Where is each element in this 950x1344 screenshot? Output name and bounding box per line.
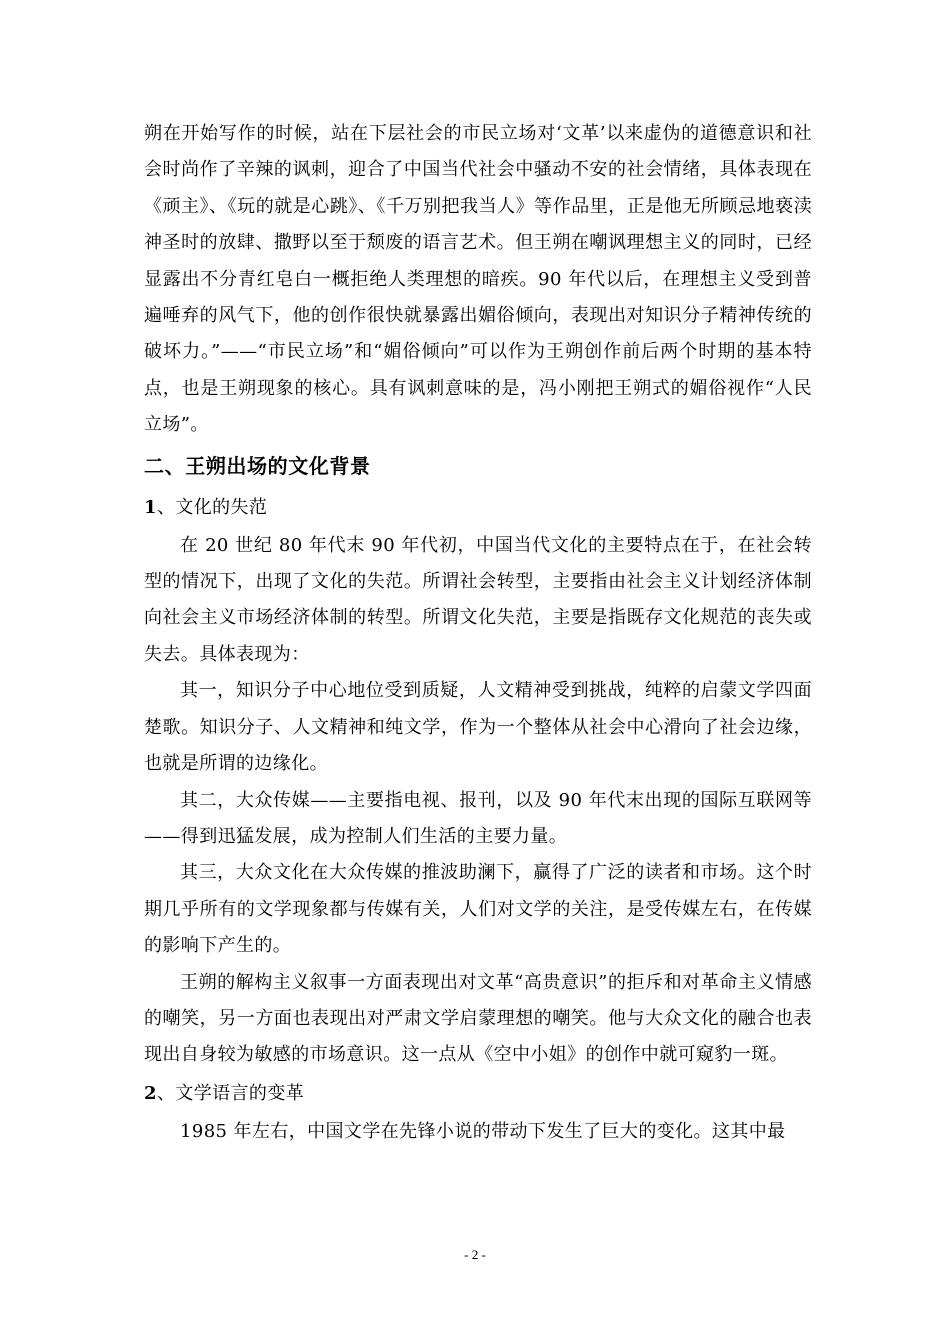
body-paragraph: 其二，大众传媒——主要指电视、报刊，以及 90 年代末出现的国际互联网等——得到迅猛发展，成为控制人们生活的主要力量。 [144,789,812,847]
subsection-number: 2 [144,1082,157,1104]
subsection-title: 、文化的失范 [156,496,268,518]
body-paragraph: 王朔的解构主义叙事一方面表现出对文革“高贵意识”的拒斥和对革命主义情感的嘲笑，另一方面也表现出对严肃文学启蒙理想的嘲笑。他与大众文化的融合也表现出自身较为敏感的市场意识。这一点从《空中小姐》的创作中就可窥豹一斑。 [144,971,812,1066]
subsection-heading [144,488,812,528]
body-paragraph: 1985 年左右，中国文学在先锋小说的带动下发生了巨大的变化。这其中最 [180,1120,786,1142]
subsection-title: 、文学语言的变革 [156,1082,305,1104]
page-number: - 2 - [464,1247,486,1262]
body-paragraph: 朔在开始写作的时候，站在下层社会的市民立场对‘文革’以来虚伪的道德意识和社会时尚作了辛辣的讽刺，迎合了中国当代社会中骚动不安的社会情绪，具体表现在《顽主》、《玩的就是心跳》、《千万别把我当人》等作品里，正是他无所顾忌地亵渎神圣时的放肆、撒野以至于颓废的语言艺术。但王朔在嘲讽理想主义的同时，已经显露出不分青红皂白一概拒绝人类理想的暗疾。90 年代以后，在理想主义受到普遍唾弃的风气下，他的创作很快就暴露出媚俗倾向，表现出对知识分子精神传统的破坏力。”——“市民立场”和“媚俗倾向”可以作为王朔创作前后两个时期的基本特点，也是王朔现象的核心。具有讽刺意味的是，冯小刚把王朔式的媚俗视作“人民立场”。 [144,123,812,436]
body-paragraph: 在 20 世纪 80 年代末 90 年代初，中国当代文化的主要特点在于，在社会转型的情况下，出现了文化的失范。所谓社会转型，主要指由社会主义计划经济体制向社会主义市场经济体制的转型。所谓文化失范，主要是指既存文化规范的丧失或失去。具体表现为： [144,534,812,665]
section-heading: 二、王朔出场的文化背景 [144,453,371,478]
body-paragraph: 其三，大众文化在大众传媒的推波助澜下，赢得了广泛的读者和市场。这个时期几乎所有的文学现象都与传媒有关，人们对文学的关注，是受传媒左右，在传媒的影响下产生的。 [144,862,812,957]
subsection-heading [144,1074,812,1114]
document-body [144,116,812,1150]
subsection-number: 1 [144,496,157,518]
body-paragraph: 其一，知识分子中心地位受到质疑，人文精神受到挑战，纯粹的启蒙文学四面楚歌。知识分子、人文精神和纯文学，作为一个整体从社会中心滑向了社会边缘，也就是所谓的边缘化。 [144,680,812,775]
